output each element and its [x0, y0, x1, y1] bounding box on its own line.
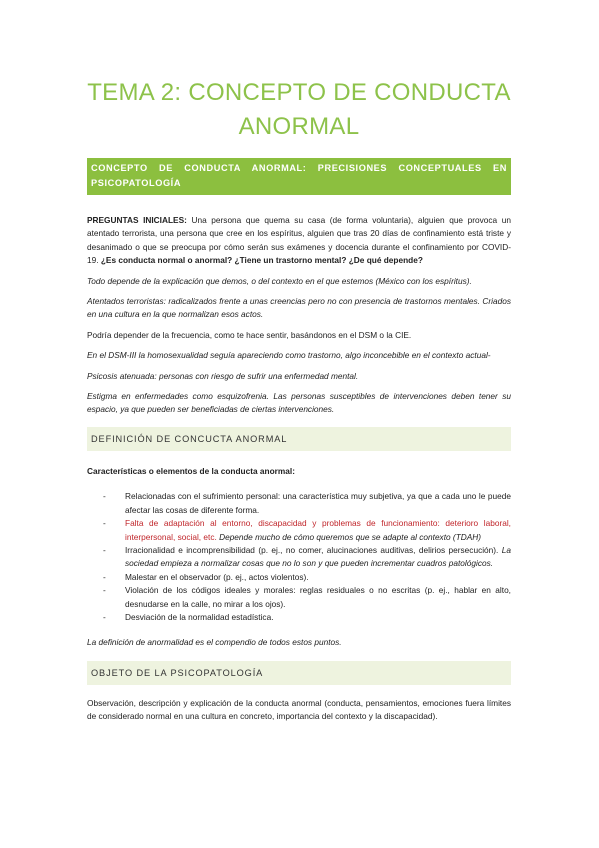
paragraph-atentados: Atentados terroristas: radicalizados frente a unas creencias pero no con presencia de trastornos mentales. Criados en una cultura en la que normalizan esos actos.: [87, 296, 511, 320]
dash-bullet: -: [103, 611, 106, 622]
section-heading-definicion: DEFINICIÓN DE CONCUCTA ANORMAL: [87, 427, 511, 451]
paragraph-frecuencia: Podría depender de la frecuencia, como te hace sentir, basándonos en el DSM o la CIE.: [87, 329, 412, 340]
dash-bullet: -: [103, 571, 106, 582]
title-line-2: ANORMAL: [238, 113, 360, 140]
dash-bullet: -: [103, 585, 106, 596]
list-item: - Falta de adaptación al entorno, discapacidad y problemas de funcionamiento: deterioro laboral, interpersonal, social, etc. Depende mucho de cómo queremos que se adapte al contexto (TDAH): [103, 518, 511, 542]
list-item: - Relacionadas con el sufrimiento personal: una característica muy subjetiva, ya que a cada uno le puede afectar las cosas de diferente forma.: [103, 491, 511, 515]
paragraph-definicion-final: La definición de anormalidad es el compendio de todos estos puntos.: [87, 637, 342, 648]
question-preguntas: ¿Es conducta normal o anormal? ¿Tiene un trastorno mental? ¿De qué depende?: [100, 255, 423, 266]
characteristics-list: [87, 490, 511, 624]
dash-bullet: -: [103, 544, 106, 555]
paragraph-dsm: En el DSM-III la homosexualidad seguía apareciendo como trastorno, algo inconcebible en el contexto actual-: [87, 350, 491, 361]
paragraph-preguntas-iniciales: [87, 214, 511, 268]
paragraph-psicosis: Psicosis atenuada: personas con riesgo de sufrir una enfermedad mental.: [87, 370, 359, 381]
list-item: - Malestar en el observador (p. ej., actos violentos).: [87, 571, 511, 584]
page-title: [87, 0, 511, 144]
paragraph-explicacion: Todo depende de la explicación que demos, o del contexto en el que estemos (México con los espíritus).: [87, 275, 472, 286]
dash-bullet: -: [103, 518, 106, 529]
list-item: - Violación de los códigos ideales y morales: reglas residuales o no escritas (p. ej., hablar en alto, desnudarse en la calle, no mirar a los ojos).: [103, 585, 511, 609]
list-item: - Desviación de la normalidad estadística.: [87, 611, 511, 624]
paragraph-caracteristicas: Características o elementos de la conducta anormal:: [87, 465, 295, 476]
paragraph-objeto: Observación, descripción y explicación de la conducta anormal (conducta, pensamientos, emociones fuera límites de considerado normal en una cultura en concreto, importancia del contexto y la discapacidad).: [87, 697, 511, 722]
label-preguntas: PREGUNTAS INICIALES:: [87, 215, 187, 225]
section-heading-concepto: CONCEPTO DE CONDUCTA ANORMAL: PRECISIONES CONCEPTUALES EN PSICOPATOLOGÍA: [87, 158, 511, 195]
text-preguntas: Una persona que quema su casa (de forma voluntaria), alguien que provoca un atentado terrorista, una persona que cree en los espíritus, alguien que tras 20 días de confinamiento está triste y desanimado o que se preocupa por cómo serán sus exámenes y docencia durante el confinamiento por COVID-19.: [87, 215, 511, 266]
dash-bullet: -: [103, 491, 106, 502]
section-heading-objeto: OBJETO DE LA PSICOPATOLOGÍA: [87, 661, 511, 685]
title-line-1: TEMA 2: CONCEPTO DE CONDUCTA: [87, 79, 511, 106]
paragraph-estigma: Estigma en enfermedades como esquizofrenia. Las personas susceptibles de intervenciones deben tener su espacio, ya que pueden ser beneficiadas de ciertas intervenciones.: [87, 391, 511, 415]
list-item: - Irracionalidad e incomprensibilidad (p. ej., no comer, alucinaciones auditivas, delirios persecución). La sociedad empieza a normalizar cosas que no lo son y que pueden incrementar cuadros patológicos.: [103, 544, 511, 569]
